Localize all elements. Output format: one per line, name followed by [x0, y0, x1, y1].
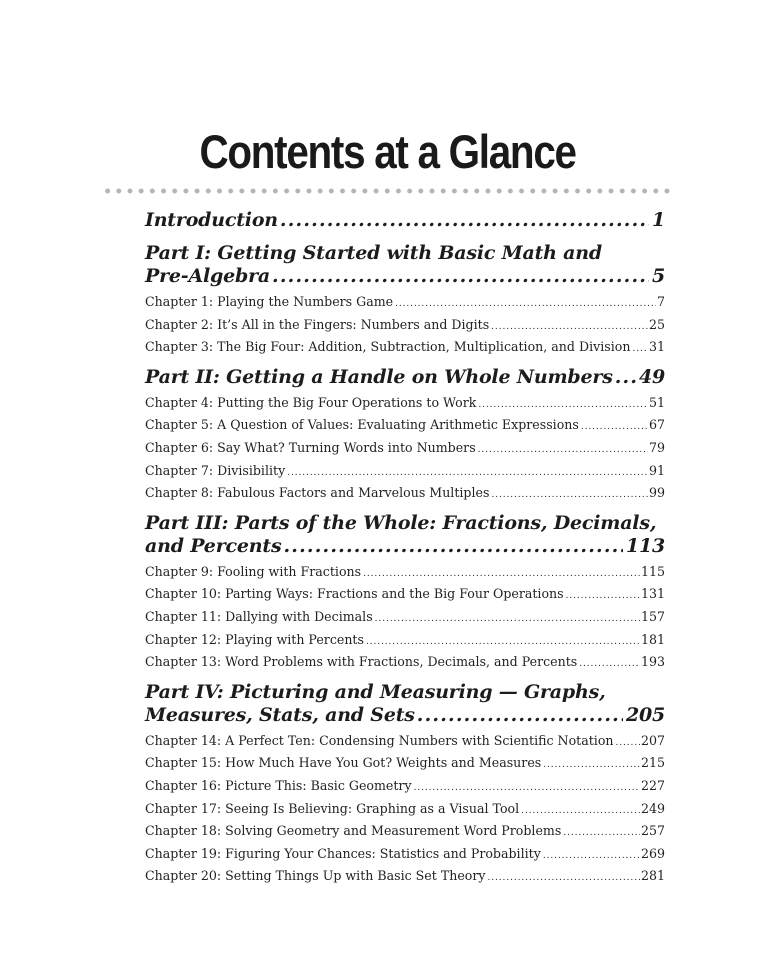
chapter-page-number: 31 [648, 339, 665, 355]
chapter-entry[interactable] [145, 584, 665, 607]
chapter-title: Chapter 13: Word Problems with Fractions, Decimals, and Percents [145, 654, 578, 670]
part-title-line1: Part IV: Picturing and Measuring — Graphs, [145, 680, 606, 703]
chapter-page-number: 207 [640, 732, 665, 748]
chapter-page-number: 115 [640, 563, 665, 579]
chapter-entry[interactable] [145, 562, 665, 585]
part-heading[interactable] [145, 242, 665, 288]
chapter-title: Chapter 9: Fooling with Fractions [145, 563, 362, 579]
dot-leader [395, 295, 656, 315]
chapter-page-number: 249 [640, 800, 665, 816]
chapter-page-number: 67 [648, 417, 665, 433]
dot-leader [375, 610, 640, 630]
chapter-page-number: 193 [640, 654, 665, 670]
dot-leader [543, 756, 640, 776]
chapter-entry[interactable] [145, 607, 665, 630]
dot-leader [488, 869, 640, 889]
chapter-page-number: 269 [640, 845, 665, 861]
chapter-page-number: 79 [648, 439, 665, 455]
dot-leader [616, 734, 640, 754]
chapter-entry[interactable] [145, 630, 665, 653]
dot-leader [280, 209, 649, 232]
part-page-number: 205 [625, 703, 665, 726]
chapter-entry[interactable] [145, 652, 665, 675]
dot-leader [478, 441, 648, 461]
chapter-title: Chapter 8: Fabulous Factors and Marvelous Multiples [145, 485, 490, 501]
dot-leader [563, 824, 640, 844]
dot-leader [632, 340, 648, 360]
chapter-page-number: 257 [640, 823, 665, 839]
chapter-entry[interactable] [145, 753, 665, 776]
chapter-title: Chapter 18: Solving Geometry and Measurement Word Problems [145, 823, 562, 839]
dot-leader [491, 486, 648, 506]
chapter-page-number: 131 [640, 586, 665, 602]
chapter-entry[interactable] [145, 393, 665, 416]
part-heading[interactable] [145, 512, 665, 558]
dot-leader [491, 318, 648, 338]
page-title: Contents at a Glance [199, 125, 576, 178]
chapter-title: Chapter 19: Figuring Your Chances: Statistics and Probability [145, 845, 541, 861]
part-heading[interactable] [145, 366, 665, 389]
part-page-number: 113 [625, 534, 665, 557]
chapter-page-number: 25 [648, 316, 665, 332]
part-title-text: Part II: Getting a Handle on Whole Numbers [145, 365, 613, 388]
part-title-line [145, 535, 665, 558]
part-title-text: Pre-Algebra [145, 265, 271, 287]
chapter-title: Chapter 14: A Perfect Ten: Condensing Numbers with Scientific Notation [145, 732, 614, 748]
chapter-entry[interactable] [145, 799, 665, 822]
chapter-entry[interactable] [145, 821, 665, 844]
chapter-page-number: 99 [648, 485, 665, 501]
dot-leader [417, 704, 623, 727]
dot-leader [414, 779, 640, 799]
dotted-divider [102, 186, 673, 196]
dot-leader [366, 633, 640, 653]
chapter-title: Chapter 6: Say What? Turning Words into Numbers [145, 439, 476, 455]
part-title-line1: Part I: Getting Started with Basic Math and [145, 242, 602, 264]
chapter-entry[interactable] [145, 337, 665, 360]
chapter-title: Chapter 1: Playing the Numbers Game [145, 294, 394, 309]
chapter-title: Chapter 4: Putting the Big Four Operations to Work [145, 394, 477, 410]
part-heading[interactable] [145, 681, 665, 727]
dot-leader [521, 802, 640, 822]
part-page-number: 49 [638, 365, 665, 388]
chapter-entry[interactable] [145, 844, 665, 867]
part-page-number: 5 [651, 265, 665, 287]
chapter-entry[interactable] [145, 438, 665, 461]
part-title-line [145, 366, 665, 389]
chapter-page-number: 91 [648, 462, 665, 478]
chapter-entry[interactable] [145, 731, 665, 754]
chapter-title: Chapter 11: Dallying with Decimals [145, 608, 373, 624]
dot-leader [287, 464, 648, 484]
chapter-page-number: 281 [640, 868, 665, 884]
chapter-page-number: 7 [656, 294, 665, 309]
chapter-title: Chapter 5: A Question of Values: Evaluating Arithmetic Expressions [145, 417, 579, 433]
chapter-title: Chapter 16: Picture This: Basic Geometry [145, 777, 412, 793]
dot-leader [283, 535, 622, 558]
chapter-title: Chapter 10: Parting Ways: Fractions and the Big Four Operations [145, 586, 564, 602]
chapter-title: Chapter 15: How Much Have You Got? Weights and Measures [145, 755, 542, 771]
chapter-page-number: 157 [640, 608, 665, 624]
part-title-line1: Part III: Parts of the Whole: Fractions, Decimals, [145, 511, 657, 534]
chapter-page-number: 181 [640, 631, 665, 647]
part-title-line [145, 265, 665, 288]
introduction-page: 1 [651, 209, 665, 231]
part-title-text: Measures, Stats, and Sets [145, 703, 415, 726]
chapter-entry[interactable] [145, 483, 665, 506]
chapter-title: Chapter 12: Playing with Percents [145, 631, 364, 647]
dot-leader [363, 565, 640, 585]
chapter-entry[interactable] [145, 315, 665, 338]
part-title-text: and Percents [145, 534, 282, 557]
introduction-entry[interactable] [145, 209, 665, 232]
chapter-title: Chapter 3: The Big Four: Addition, Subtraction, Multiplication, and Division [145, 339, 631, 355]
chapter-page-number: 215 [640, 755, 665, 771]
dot-leader [579, 655, 640, 675]
dot-leader [478, 396, 648, 416]
table-of-contents [145, 206, 665, 889]
introduction-line [145, 209, 665, 232]
chapter-entry[interactable] [145, 415, 665, 438]
dot-leader [272, 265, 649, 288]
dot-leader [566, 587, 640, 607]
chapter-entry[interactable] [145, 776, 665, 799]
chapter-title: Chapter 7: Divisibility [145, 462, 286, 478]
chapter-entry[interactable] [145, 461, 665, 484]
dot-leader [615, 366, 636, 389]
part-title-line [145, 704, 665, 727]
chapter-title: Chapter 2: It’s All in the Fingers: Numbers and Digits [145, 316, 490, 332]
dot-leader [581, 418, 648, 438]
chapter-entry[interactable] [145, 292, 665, 315]
chapter-title: Chapter 20: Setting Things Up with Basic Set Theory [145, 868, 486, 884]
introduction-title: Introduction [145, 209, 278, 231]
chapter-title: Chapter 17: Seeing Is Believing: Graphing as a Visual Tool [145, 800, 520, 816]
chapter-page-number: 227 [640, 777, 665, 793]
dot-leader [543, 847, 640, 867]
chapter-page-number: 51 [648, 394, 665, 410]
chapter-entry[interactable] [145, 866, 665, 889]
